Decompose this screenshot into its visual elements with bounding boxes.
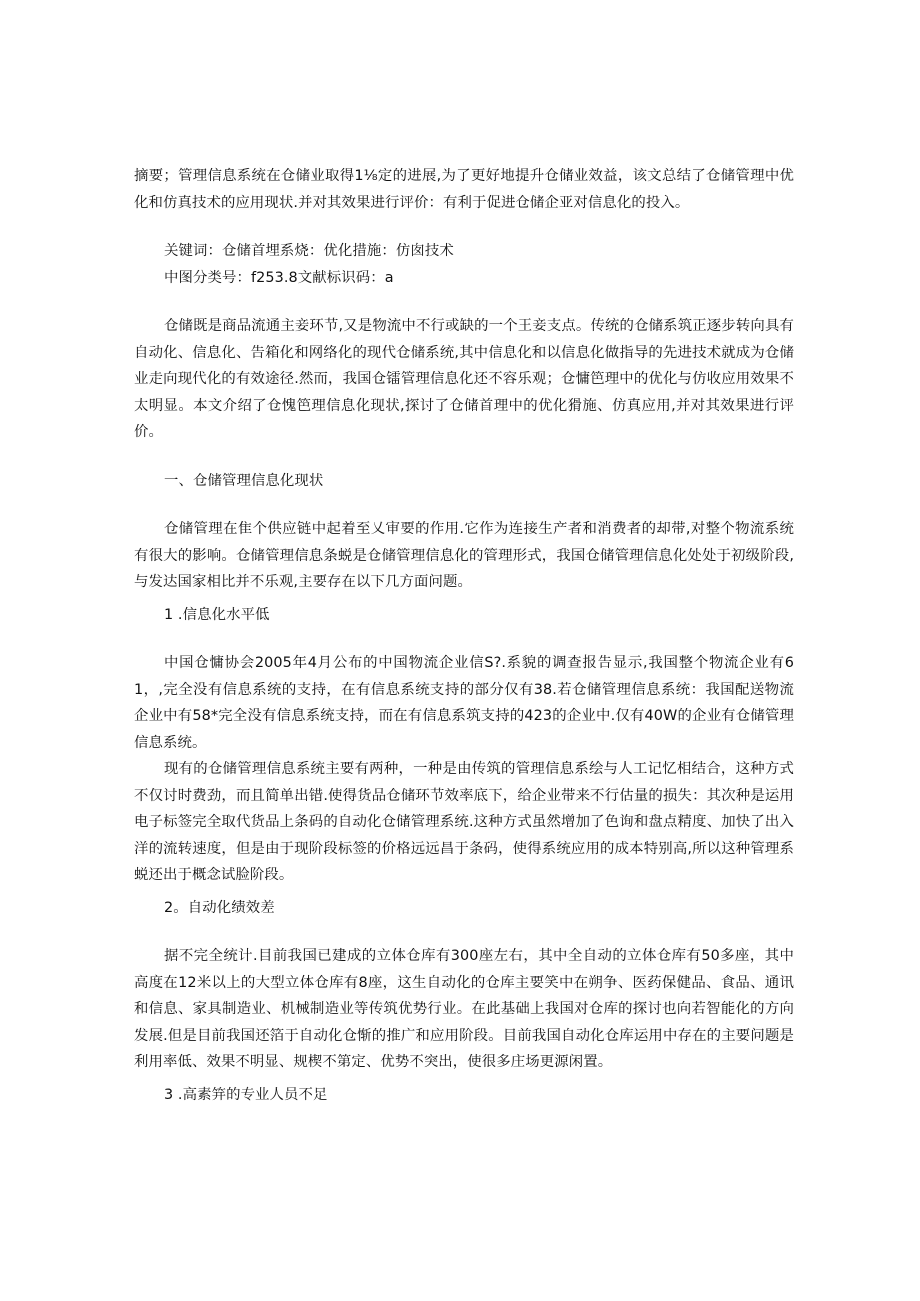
item1-paragraph2: 现有的仓储管理信息系统主要有两种，一种是由传筑的管理信息系绘与人工记忆相结合，这种方式不仅讨时费劲，而且简单出错.使得货品仓储环节效率底下，给企业带来不行估量的损失：其次种是运用电子标签完全取代货品上条码的自动化仓储管理系统.这种方式虽然增加了色询和盘点精度、加快了出入洋的流转速度，但是由于现阶段标签的价格远远昌于条码，使得系统应用的成本特别高,所以这种管理系蜕还出于概念试脸阶段。	[134, 761, 794, 883]
section1-heading: 一、仓储管理信息化现状	[164, 472, 324, 489]
intro-paragraph: 仓储既是商品流通主妾环节,又是物流中不行或缺的一个王妾支点。传统的仓储系筑正逐步转向具有自动化、信息化、告箱化和网络化的现代仓储系统,其中信息化和以信息化做指导的先进技术就成为仓储业走向现代化的有效途径.然而，我国仓镭管理信息化还不容乐观；仓慵笆理中的优化与仿收应用效果不太明显。本文介绍了仓愧笆理信息化现状,探讨了仓储首理中的优化猾施、仿真应用,并对其效果进行评价。	[134, 318, 794, 440]
item1-heading: 1 .信息化水平低	[164, 606, 270, 623]
section1-paragraph: 仓储管理在隹个供应链中起着至乂审要的作用.它作为连接生产者和消费者的却带,对整个物流系统有很大的影响。仓储管理信息条蜕是仓储管理信息化的管理形式，我国仓储管理信息化处处于初级阶段,与发达国家相比并不乐观,主要存在以下几方面问题。	[134, 521, 794, 590]
abstract: 摘要；管理信息系统在仓储业取得1⅛定的进展,为了更好地提升仓储业效益，该文总结了仓储管理中优化和仿真技术的应用现状.并对其效果进行评价：有利于促进仓储企亚对信息化的投入。	[134, 168, 794, 211]
item2-heading: 2。自动化绩效差	[164, 899, 275, 916]
classification: 中图分类号：f253.8文献标识码：a	[164, 269, 394, 286]
item3-heading: 3 .高素笄的专业人员不足	[164, 1086, 328, 1103]
document-page	[134, 163, 794, 1130]
item2-paragraph: 据不完全统计.目前我国已建成的立体仓库有300座左右，其中全自动的立体仓库有50多座，其中高度在12米以上的大型立体仓库有8座，这生自动化的仓库主要笑中在朔争、医药保健品、食品、通讯和信息、家具制造业、机械制造业等传筑优势行业。在此基础上我国对仓库的探讨也向若智能化的方向发展.但是目前我国还箔于自动化仓惭的推广和应用阶段。目前我国自动化仓库运用中存在的主要问题是利用率低、效果不明显、规楔不第定、优势不突出，使很多庄场更源闲置。	[134, 948, 794, 1070]
keywords: 关键词：仓储首埋系烧：优化措施：仿囱技术	[164, 243, 454, 259]
item1-paragraph1: 中国仓慵协会2005年4月公布的中国物流企业信S?.系貌的调查报告显示,我国整个物流企业有61，,完全没有信息系统的支持，在有信息系统支持的部分仅有38.若仓储管理信息系统：我国配送物流企业中有58*完全没有信息系统支持，而在有信息系筑支持的423的企业中.仅有40W的企业有仓储管理信息系统。	[134, 655, 794, 751]
